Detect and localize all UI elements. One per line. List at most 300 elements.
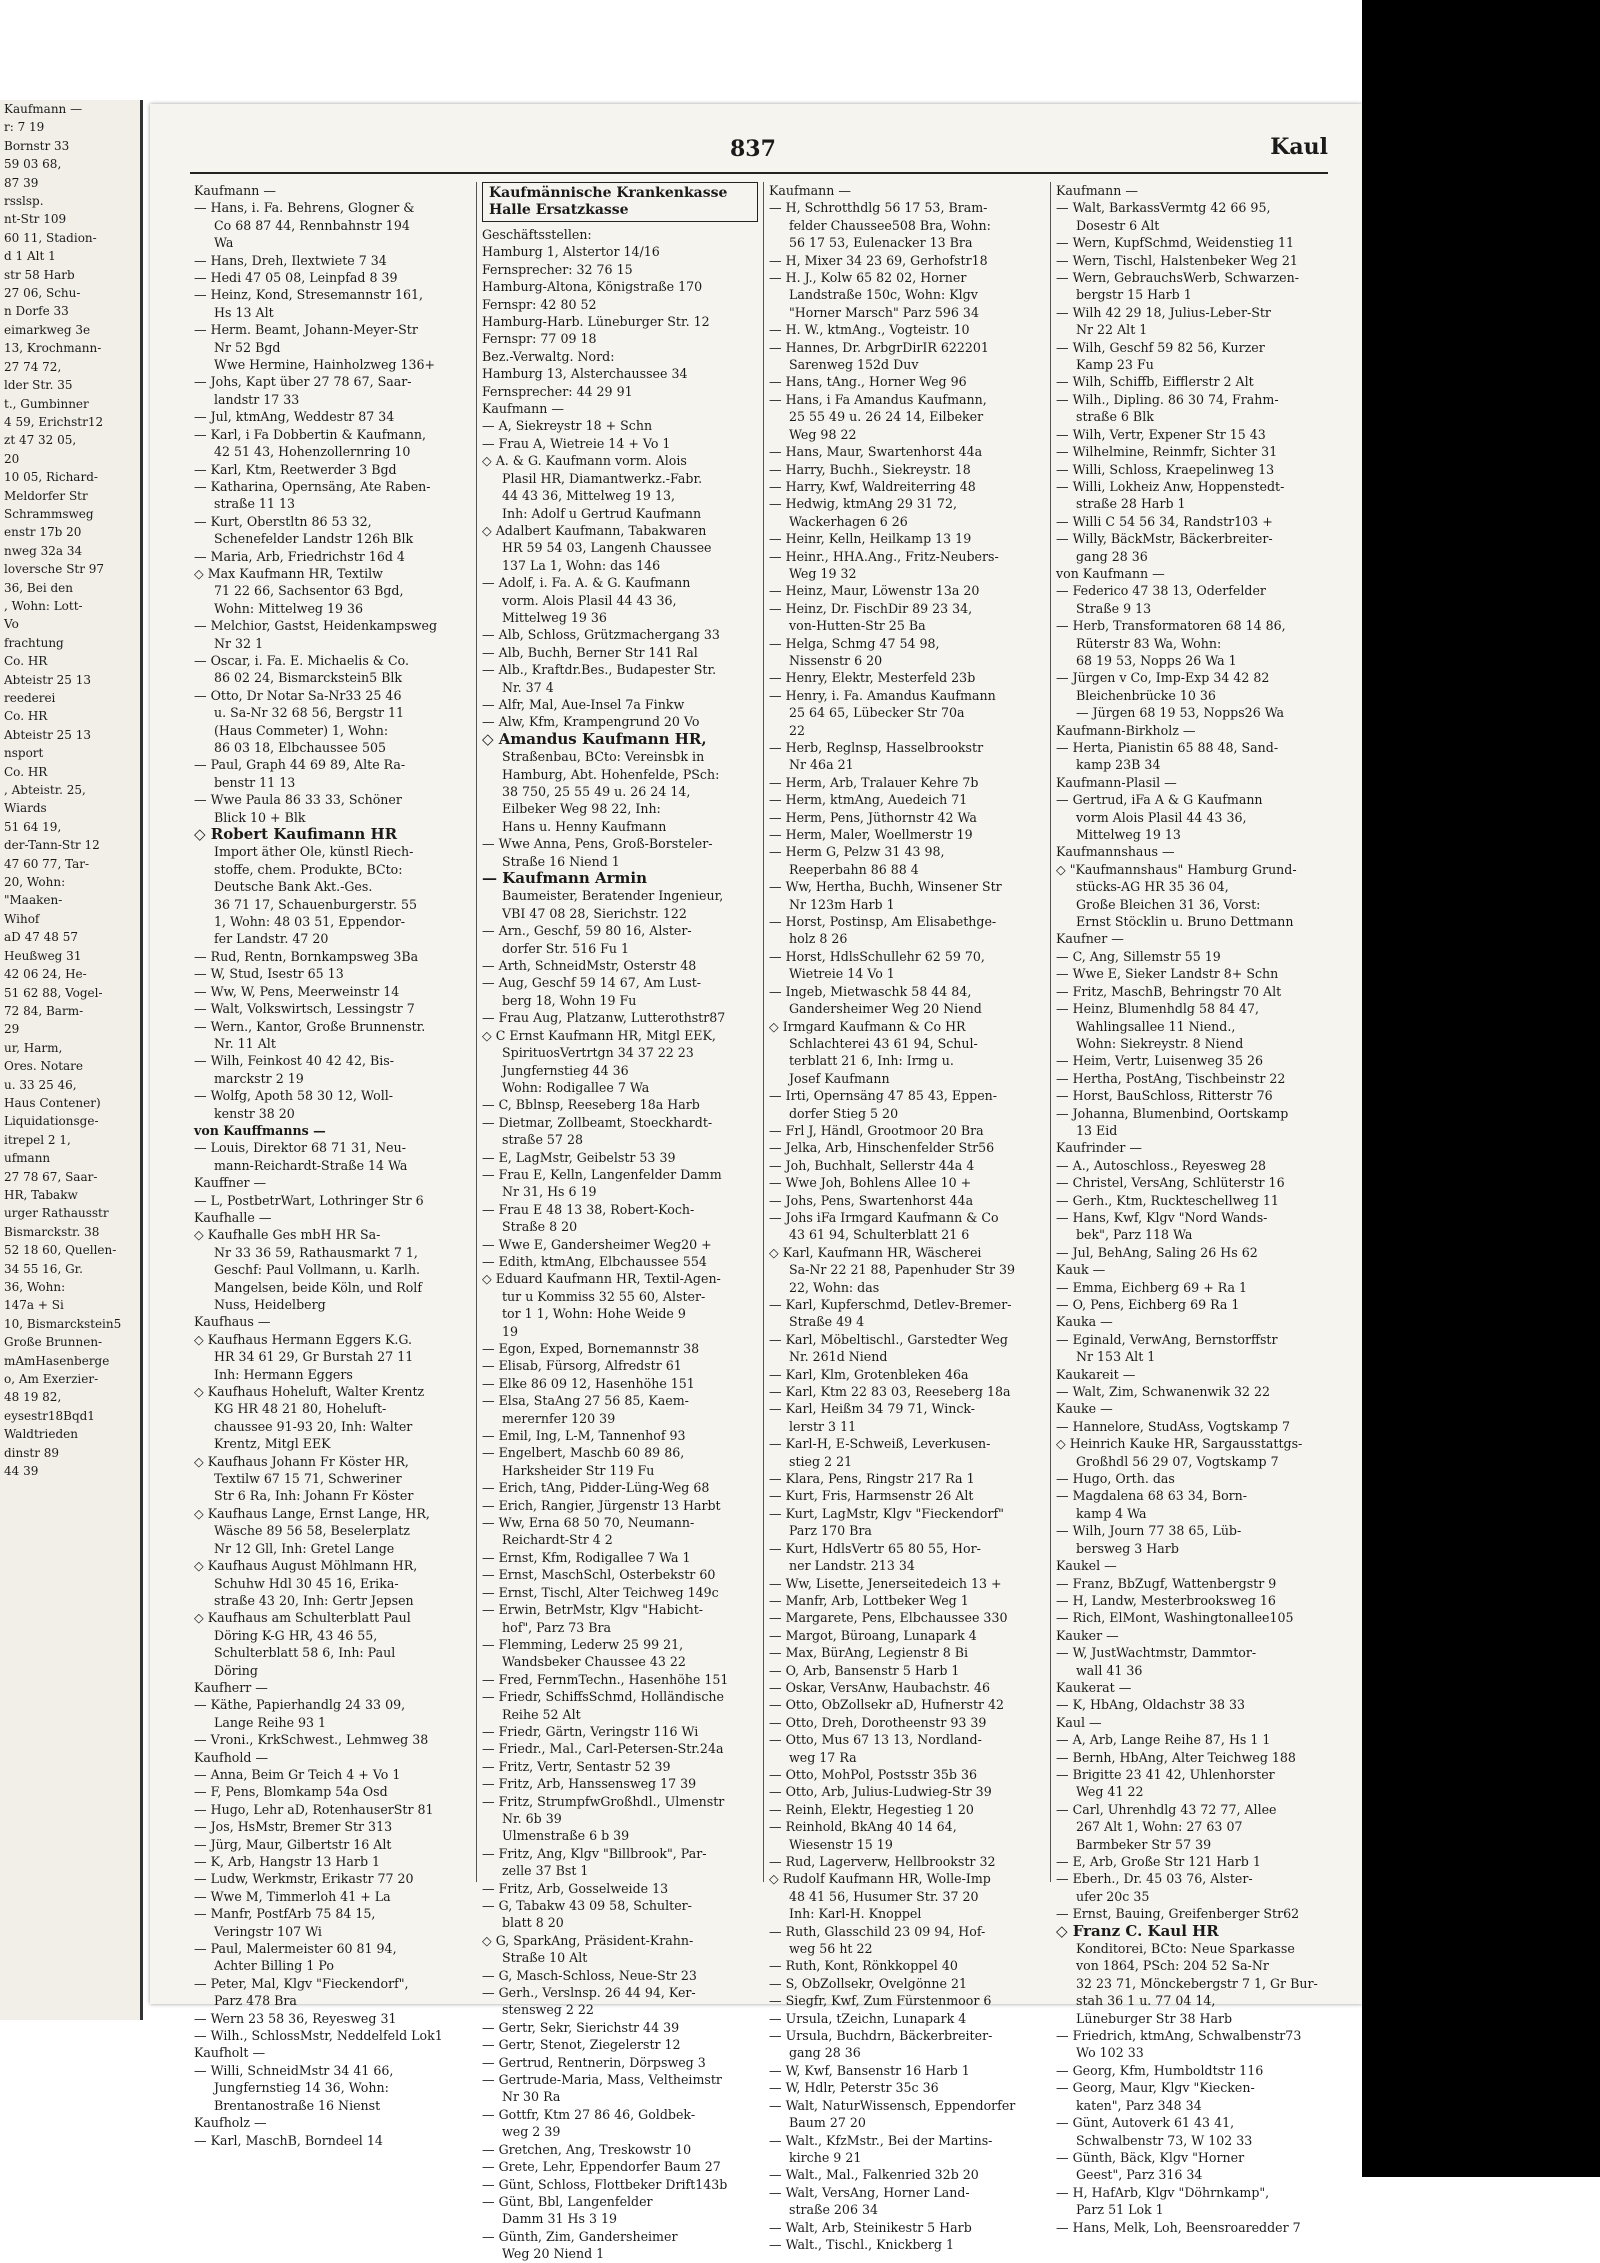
directory-entry-line: — Wwe Joh, Bohlens Allee 10 + (769, 1175, 972, 1191)
directory-entry-line: Achter Billing 1 Po (214, 1958, 334, 1974)
left-page-line: Co. HR (4, 709, 48, 724)
directory-entry-line: — Edith, ktmAng, Elbchaussee 554 (482, 1253, 707, 1269)
directory-entry-line: — Gertrud, Rentnerin, Dörpsweg 3 (482, 2054, 706, 2070)
directory-entry-line: — Oscar, i. Fa. E. Michaelis & Co. (194, 652, 410, 668)
directory-entry-line: von 1864, PSch: 204 52 Sa-Nr (1076, 1958, 1269, 1974)
directory-entry-line: — Wwe E, Sieker Landstr 8+ Schn (1056, 966, 1279, 982)
directory-entry-line: Fernsprecher: 32 76 15 (482, 261, 633, 277)
directory-entry-line: — Heinz, Kond, Stresemannstr 161, (194, 287, 423, 303)
directory-entry-line: Parz 478 Bra (214, 1993, 297, 2009)
left-page-line: loversche Str 97 (4, 562, 105, 577)
left-page-line: ur, Harm, (4, 1040, 63, 1055)
directory-entry-line: ◇ Kaufhaus Hermann Eggers K.G. (194, 1331, 412, 1347)
directory-entry-line: — Siegfr, Kwf, Zum Fürstenmoor 6 (769, 1993, 992, 2009)
directory-entry-line: Inh: Hermann Eggers (214, 1366, 353, 1382)
directory-entry-line: weg 2 39 (502, 2124, 561, 2140)
column-4 (1056, 182, 1332, 2235)
directory-entry-line: Parz 170 Bra (789, 1523, 872, 1539)
directory-entry-line: — Magdalena 68 63 34, Born- (1056, 1488, 1248, 1504)
directory-entry-line: — Henry, i. Fa. Amandus Kaufmann (769, 687, 996, 703)
directory-entry-line: — Karl-H, E-Schweiß, Leverkusen- (769, 1436, 991, 1452)
left-page-fragment (0, 100, 143, 2020)
directory-entry-line: Parz 51 Lok 1 (1076, 2202, 1164, 2218)
directory-entry-line: — Herm, Arb, Tralauer Kehre 7b (769, 774, 979, 790)
directory-entry-line: — Wwe Paula 86 33 33, Schöner (194, 792, 402, 808)
directory-entry-line: — Flemming, Lederw 25 99 21, (482, 1636, 684, 1652)
left-page-line: urger Rathausstr (4, 1206, 109, 1221)
directory-entry-line: (Haus Commeter) 1, Wohn: (214, 722, 389, 738)
directory-entry-line: Kamp 23 Fu (1076, 357, 1154, 373)
directory-entry-line: Wohn: Mittelweg 19 36 (214, 600, 364, 616)
directory-entry-line: Nr. 37 4 (502, 679, 554, 695)
directory-entry-line: — Hannelore, StudAss, Vogtskamp 7 (1056, 1418, 1291, 1434)
directory-entry-line: — Bernh, HbAng, Alter Teichweg 188 (1056, 1749, 1296, 1765)
directory-entry-line: — E, Arb, Große Str 121 Harb 1 (1056, 1854, 1261, 1869)
directory-entry-line: — Otto, Dreh, Dorotheenstr 93 39 (769, 1714, 987, 1730)
directory-entry-line: Nr. 6b 39 (502, 1810, 562, 1826)
directory-entry-line: ◇ Adalbert Kaufmann, Tabakwaren (482, 522, 707, 538)
directory-entry-line: Kaufmann-Birkholz — (1056, 722, 1196, 738)
directory-entry-line: Kauk — (1056, 1262, 1106, 1278)
directory-entry-line: — Wilh, Vertr, Expener Str 15 43 (1056, 426, 1266, 442)
directory-entry-line: Kauke — (1056, 1401, 1113, 1417)
left-page-line: Wiards (4, 801, 47, 816)
left-page-line: Heußweg 31 (4, 948, 82, 963)
directory-entry-line: — Wern, KupfSchmd, Weidenstieg 11 (1056, 235, 1294, 251)
directory-entry-line: Hamburg-Harb. Lüneburger Str. 12 (482, 314, 710, 330)
directory-entry-line: Krentz, Mitgl EEK (214, 1436, 331, 1452)
directory-entry-line: Kaufmann — (1056, 183, 1138, 198)
directory-entry-line: Hamburg 1, Alstertor 14/16 (482, 244, 660, 260)
directory-entry-line: Kauka — (1056, 1314, 1113, 1330)
directory-entry-line: Nr 33 36 59, Rathausmarkt 7 1, (214, 1244, 418, 1260)
directory-entry-line: — Alfr, Mal, Aue-Insel 7a Finkw (482, 696, 685, 712)
directory-entry-line: stoffe, chem. Produkte, BCto: (214, 861, 403, 877)
directory-entry-line: — H, HafArb, Klgv "Döhrnkamp", (1056, 2184, 1270, 2200)
directory-entry-line: — Max, BürAng, Legienstr 8 Bi (769, 1645, 969, 1661)
directory-entry-line: — Ww, Hertha, Buchh, Winsener Str (769, 879, 1002, 895)
directory-entry-line: — Wern, GebrauchsWerb, Schwarzen- (1056, 270, 1299, 286)
directory-entry-line: — Gertrude-Maria, Mass, Veltheimstr (482, 2072, 722, 2088)
directory-entry-line: — Karl, Möbeltischl., Garstedter Weg (769, 1331, 1008, 1347)
directory-entry-line: 1, Wohn: 48 03 51, Eppendor- (214, 914, 406, 930)
directory-entry-line: — Horst, BauSchloss, Ritterstr 76 (1056, 1088, 1273, 1104)
directory-entry-line: Sarenweg 152d Duv (789, 357, 919, 373)
left-page-line: 59 03 68, (4, 157, 62, 172)
directory-entry-line: — Hugo, Lehr aD, RotenhauserStr 81 (194, 1801, 434, 1817)
directory-entry-line: — Hertha, PostAng, Tischbeinstr 22 (1056, 1070, 1286, 1086)
directory-entry-line: — Brigitte 23 41 42, Uhlenhorster (1056, 1766, 1275, 1782)
directory-entry-line: — Hedwig, ktmAng 29 31 72, (769, 496, 957, 512)
directory-entry-line: — Manfr, Arb, Lottbeker Weg 1 (769, 1592, 969, 1608)
directory-entry-line: Barmbeker Str 57 39 (1076, 1836, 1212, 1852)
directory-entry-line: — Wilh, Journ 77 38 65, Lüb- (1056, 1523, 1242, 1539)
directory-entry-line: — Reinh, Elektr, Hegestieg 1 20 (769, 1801, 974, 1817)
directory-entry-line: Nr 52 Bgd (214, 339, 281, 355)
directory-entry-line: ◇ Irmgard Kaufmann & Co HR (769, 1018, 966, 1034)
left-page-line: 147a + Si (4, 1298, 64, 1313)
directory-entry-line: — Walt, Arb, Steinikestr 5 Harb (769, 2219, 972, 2235)
directory-entry-line: kamp 23B 34 (1076, 757, 1161, 773)
directory-entry-line: — Gertr, Stenot, Ziegelerstr 12 (482, 2037, 681, 2053)
top-margin (0, 0, 1600, 70)
directory-entry-line: — Heinr, Kelln, Heilkamp 13 19 (769, 531, 972, 547)
left-page-line: Abteistr 25 13 (4, 727, 91, 742)
left-page-line: t., Gumbinner (4, 396, 89, 411)
directory-entry-line: ◇ Max Kaufmann HR, Textilw (194, 565, 383, 581)
left-page-line: Ores. Notare (4, 1059, 84, 1074)
directory-entry-line: — Hans, Maur, Swartenhorst 44a (769, 444, 983, 460)
directory-entry-line: — F, Pens, Blomkamp 54a Osd (194, 1784, 388, 1800)
directory-entry-line: KG HR 48 21 80, Hoheluft- (214, 1401, 387, 1417)
directory-entry-line: kamp 4 Wa (1076, 1505, 1147, 1521)
directory-entry-line: — Günt, Bbl, Langenfelder (482, 2193, 653, 2209)
left-page-line: eysestr18Bqd1 (4, 1408, 95, 1423)
directory-entry-line: chaussee 91-93 20, Inh: Walter (214, 1418, 413, 1434)
directory-entry-line: — Manfr, PostfArb 75 84 15, (194, 1906, 376, 1922)
directory-entry-line: — A, Arb, Lange Reihe 87, Hs 1 1 (1056, 1732, 1271, 1748)
directory-entry-line: — Elke 86 09 12, Hasenhöhe 151 (482, 1375, 695, 1391)
directory-entry-line: — Kurt, LagMstr, Klgv "Fieckendorf" (769, 1505, 1004, 1521)
directory-entry-line: — Wern, Tischl, Halstenbeker Weg 21 (1056, 252, 1298, 268)
directory-entry-line: — Gretchen, Ang, Treskowstr 10 (482, 2141, 692, 2157)
directory-entry-line: Nr 123m Harb 1 (789, 896, 895, 912)
directory-entry-line: — Joh, Buchhalt, Sellerstr 44a 4 (769, 1157, 975, 1173)
left-page-line: , Wohn: Lott- (4, 598, 83, 613)
directory-entry-line: — Gottfr, Ktm 27 86 46, Goldbek- (482, 2106, 696, 2122)
left-page-line: d 1 Alt 1 (4, 249, 56, 264)
left-page-line: r: 7 19 (4, 120, 45, 135)
directory-entry-line: Schulterblatt 58 6, Inh: Paul (214, 1645, 396, 1661)
directory-entry-line: ◇ Kaufhaus am Schulterblatt Paul (194, 1610, 411, 1626)
directory-entry-line: — C, Bblnsp, Reeseberg 18a Harb (482, 1097, 700, 1113)
directory-entry-line: Straße 49 4 (789, 1314, 865, 1330)
directory-entry-line: — Günt, Schloss, Flottbeker Drift143b (482, 2176, 728, 2192)
directory-entry-line: — Christel, VersAng, Schlüterstr 16 (1056, 1175, 1285, 1191)
left-page-line: Kaufmann — (4, 102, 83, 116)
directory-entry-line: — Margarete, Pens, Elbchaussee 330 (769, 1610, 1008, 1626)
directory-entry-line: Inh: Adolf u Gertrud Kaufmann (502, 505, 702, 521)
left-page-line: aD 47 48 57 (4, 930, 79, 945)
directory-entry-line: — Karl, MaschB, Borndeel 14 (194, 2132, 383, 2148)
directory-entry-line: — Willi, Lokheiz Anw, Hoppenstedt- (1056, 478, 1285, 494)
directory-entry-line: Kaukareit — (1056, 1366, 1136, 1382)
left-page-line: nweg 32a 34 (4, 543, 83, 558)
running-head: Kaul (1270, 134, 1328, 160)
directory-entry-line: hof", Parz 73 Bra (502, 1619, 612, 1635)
directory-entry-line: zelle 37 Bst 1 (502, 1863, 589, 1879)
directory-entry-line: — Ernst, Bauing, Greifenberger Str62 (1056, 1906, 1300, 1922)
directory-entry-line: — Kurt, HdlsVertr 65 80 55, Hor- (769, 1540, 981, 1556)
directory-entry-line: — Eberh., Dr. 45 03 76, Alster- (1056, 1871, 1253, 1887)
directory-entry-line: — Walt, NaturWissensch, Eppendorfer (769, 2097, 1016, 2113)
directory-entry-line: — Jürgen v Co, Imp-Exp 34 42 82 (1056, 670, 1270, 686)
directory-entry-line: merernfer 120 39 (502, 1410, 616, 1426)
directory-entry-line: Kaufholz — (194, 2115, 267, 2131)
directory-entry-line: Reichardt-Str 4 2 (502, 1532, 613, 1548)
directory-entry-line: — Kaufmann Armin (482, 869, 647, 888)
directory-entry-line: — Herb, Reglnsp, Hasselbrookstr (769, 740, 984, 755)
left-page-line: 72 84, Barm- (4, 1003, 84, 1018)
directory-entry-line: Bez.-Verwaltg. Nord: (482, 348, 615, 364)
directory-entry-line: — Hans, i Fa Amandus Kaufmann, (769, 391, 987, 407)
directory-entry-line: von-Hutten-Str 25 Ba (789, 618, 926, 634)
directory-entry-line: — Erwin, BetrMstr, Klgv "Habicht- (482, 1602, 704, 1618)
left-page-line: mAmHasenberge (4, 1353, 110, 1368)
directory-entry-line: Kaul — (1056, 1714, 1102, 1730)
directory-entry-line: Weg 19 32 (789, 565, 857, 581)
left-page-line: Schrammsweg (4, 506, 94, 521)
directory-entry-line: marckstr 2 19 (214, 1070, 304, 1086)
directory-entry-line: — Jürgen 68 19 53, Nopps26 Wa (1076, 705, 1285, 721)
directory-entry-line: Schenefelder Landstr 126h Blk (214, 531, 414, 547)
directory-entry-line: — Walt, VersAng, Horner Land- (769, 2184, 970, 2200)
directory-entry-line: — Alb, Buchh, Berner Str 141 Ral (482, 644, 698, 660)
directory-entry-line: u. Sa-Nr 32 68 56, Bergstr 11 (214, 705, 405, 721)
directory-entry-line: Kaufner — (1056, 931, 1124, 947)
directory-entry-line: — Ursula, Buchdrn, Bäckerbreiter- (769, 2028, 993, 2044)
directory-entry-line: tur u Kommiss 32 55 60, Alster- (502, 1288, 706, 1304)
directory-entry-line: straße 57 28 (502, 1132, 583, 1148)
directory-entry-line: — Willi, Schloss, Kraepelinweg 13 (1056, 461, 1275, 477)
directory-entry-line: — Ww, Erna 68 50 70, Neumann- (482, 1515, 695, 1531)
left-page-line: Haus Contener) (4, 1095, 101, 1110)
directory-entry-line: Hans u. Henny Kaufmann (502, 818, 667, 834)
directory-entry-line: Mangelsen, beide Köln, und Rolf (214, 1279, 422, 1295)
directory-entry-line: Hamburg, Abt. Hohenfelde, PSch: (502, 766, 720, 782)
directory-entry-line: gang 28 36 (1076, 548, 1148, 564)
directory-entry-line: Harksheider Str 119 Fu (502, 1462, 655, 1478)
directory-entry-line: — Käthe, Papierhandlg 24 33 09, (194, 1697, 406, 1713)
directory-entry-line: — Friedrich, ktmAng, Schwalbenstr73 (1056, 2028, 1302, 2044)
directory-entry-line: ufer 20c 35 (1076, 1888, 1150, 1904)
left-page-line: nsport (4, 746, 44, 761)
directory-entry-line: Brentanostraße 16 Nienst (214, 2097, 381, 2113)
directory-entry-line: — Hans, Kwf, Klgv "Nord Wands- (1056, 1209, 1268, 1225)
directory-entry-line: ◇ Kaufhalle Ges mbH HR Sa- (194, 1227, 381, 1243)
column-divider (1050, 182, 1051, 1882)
left-page-line: der-Tann-Str 12 (4, 838, 100, 853)
directory-entry-line: — Johs, Pens, Swartenhorst 44a (769, 1192, 974, 1208)
directory-entry-line: Wietreie 14 Vo 1 (789, 966, 895, 982)
left-page-line: n Dorfe 33 (4, 304, 69, 319)
directory-entry-line: weg 56 ht 22 (789, 1941, 873, 1957)
directory-entry-line: Kaufrinder — (1056, 1140, 1142, 1156)
directory-entry-line: Fernspr: 77 09 18 (482, 331, 597, 347)
directory-entry-line: Reeperbahn 86 88 4 (789, 861, 919, 877)
directory-entry-line: landstr 17 33 (214, 391, 300, 407)
directory-entry-line: Jungfernstieg 44 36 (502, 1062, 629, 1078)
directory-entry-line: — Rich, ElMont, Washingtonallee105 (1056, 1610, 1294, 1626)
directory-entry-line: Geschf: Paul Vollmann, u. Karlh. (214, 1262, 421, 1278)
left-page-line: zt 47 32 05, (4, 433, 77, 448)
directory-entry-line: — Walt, Volkswirtsch, Lessingstr 7 (194, 1001, 415, 1017)
directory-entry-line: Wäsche 89 56 58, Beselerplatz (214, 1523, 410, 1539)
directory-entry-line: — Ernst, Kfm, Rodigallee 7 Wa 1 (482, 1549, 691, 1565)
directory-entry-line: — Ernst, MaschSchl, Osterbekstr 60 (482, 1567, 716, 1583)
directory-entry-line: — Horst, HdlsSchullehr 62 59 70, (769, 948, 985, 964)
left-page-line: 13, Krochmann- (4, 341, 102, 356)
directory-entry-line: — Peter, Mal, Klgv "Fieckendorf", (194, 1975, 409, 1991)
directory-entry-line: — W, JustWachtmstr, Dammtor- (1056, 1645, 1257, 1661)
directory-entry-line: — A, Siekreystr 18 + Schn (482, 418, 653, 434)
directory-entry-line: stah 36 1 u. 77 04 14, (1076, 1993, 1216, 2009)
directory-entry-line: 43 61 94, Schulterblatt 21 6 (789, 1227, 970, 1243)
directory-entry-line: 25 64 65, Lübecker Str 70a (789, 705, 965, 721)
directory-entry-line: — Grete, Lehr, Eppendorfer Baum 27 (482, 2159, 721, 2175)
left-page-line: Waldtrieden (4, 1427, 78, 1442)
left-page-line: HR, Tabakw (4, 1187, 78, 1202)
directory-entry-line: vorm Alois Plasil 44 43 36, (1076, 809, 1247, 825)
directory-entry-line: 38 750, 25 55 49 u. 26 24 14, (502, 784, 691, 799)
scan-background (1362, 0, 1600, 2177)
directory-entry-line: — Wilh, Feinkost 40 42 42, Bis- (194, 1053, 394, 1069)
directory-entry-line: Große Bleichen 31 36, Vorst: (1076, 896, 1261, 912)
directory-entry-line: Damm 31 Hs 3 19 (502, 2211, 618, 2227)
directory-entry-line: Hamburg 13, Alsterchaussee 34 (482, 366, 688, 382)
directory-entry-line: — Anna, Beim Gr Teich 4 + Vo 1 (194, 1766, 401, 1782)
directory-entry-line: — Wilh., Dipling. 86 30 74, Frahm- (1056, 391, 1279, 407)
directory-entry-line: — Friedr, Gärtn, Veringstr 116 Wi (482, 1723, 699, 1739)
directory-entry-line: — Oskar, VersAnw, Haubachstr. 46 (769, 1679, 991, 1695)
directory-entry-line: — H, Landw, Mesterbrooksweg 16 (1056, 1592, 1276, 1608)
directory-entry-line: 71 22 66, Sachsentor 63 Bgd, (214, 583, 404, 599)
left-page-line: 42 06 24, He- (4, 967, 87, 982)
directory-entry-line: — Herm, Maler, Woellmerstr 19 (769, 827, 973, 843)
directory-entry-line: — Melchior, Gastst, Heidenkampsweg (194, 618, 438, 634)
directory-entry-line: Nr 30 Ra (502, 2089, 561, 2105)
directory-entry-line: — Georg, Kfm, Humboldtstr 116 (1056, 2062, 1264, 2078)
directory-entry-line: Wa (214, 235, 234, 251)
directory-entry-line: wall 41 36 (1076, 1662, 1143, 1678)
directory-entry-line: — Jul, ktmAng, Weddestr 87 34 (194, 409, 395, 425)
left-page-line: 34 55 16, Gr. (4, 1261, 83, 1276)
page-number: 837 (730, 136, 776, 162)
left-page-line: 4 59, Erichstr12 (4, 414, 104, 429)
directory-entry-line: — Otto, Arb, Julius-Ludwieg-Str 39 (769, 1784, 992, 1800)
directory-entry-line: Ulmenstraße 6 b 39 (502, 1828, 630, 1844)
directory-entry-line: Kaufholt — (194, 2045, 266, 2061)
directory-entry-line: dorfer Stieg 5 20 (789, 1105, 899, 1121)
directory-entry-line: straße 43 20, Inh: Gertr Jepsen (214, 1592, 414, 1608)
directory-entry-line: — H. J., Kolw 65 82 02, Horner (769, 270, 967, 286)
directory-entry-line: — Horst, Postinsp, Am Elisabethge- (769, 914, 997, 930)
left-page-line: Bismarckstr. 38 (4, 1224, 100, 1239)
directory-entry-line: — Otto, Mus 67 13 13, Nordland- (769, 1732, 982, 1748)
left-page-line: 36, Bei den (4, 580, 73, 595)
directory-entry-line: Döring (214, 1662, 258, 1678)
column-1 (194, 182, 470, 2148)
directory-entry-line: — Paul, Malermeister 60 81 94, (194, 1941, 397, 1957)
directory-entry-line: — Kurt, Oberstltn 86 53 32, (194, 513, 372, 529)
directory-entry-line: — K, Arb, Hangstr 13 Harb 1 (194, 1854, 381, 1869)
directory-entry-line: HR 34 61 29, Gr Burstah 27 11 (214, 1349, 414, 1365)
directory-entry-line: — Günth, Bäck, Klgv "Horner (1056, 2149, 1245, 2165)
left-page-line: 44 39 (4, 1464, 39, 1479)
directory-entry-line: Wiesenstr 15 19 (789, 1836, 893, 1852)
directory-entry-line: — Erich, Rangier, Jürgenstr 13 Harbt (482, 1497, 721, 1513)
directory-entry-line: Kauffner — (194, 1175, 267, 1191)
left-page-line: 36, Wohn: (4, 1280, 66, 1294)
directory-entry-line: — Emma, Eichberg 69 + Ra 1 (1056, 1279, 1248, 1295)
directory-entry-line: Import äther Ole, künstl Riech- (214, 844, 414, 860)
left-page-line: itrepel 2 1, (4, 1132, 71, 1147)
directory-entry-line: — Ruth, Glasschild 23 09 94, Hof- (769, 1923, 986, 1939)
directory-entry-line: — Ernst, Tischl, Alter Teichweg 149c (482, 1584, 719, 1600)
directory-entry-line: — Hans, i. Fa. Behrens, Glogner & (194, 200, 415, 216)
directory-entry-line: — Hans, Melk, Loh, Beensroaredder 7 (1056, 2219, 1301, 2235)
directory-entry-line: — Alb., Kraftdr.Bes., Budapester Str. (482, 662, 717, 678)
directory-entry-line: Kaufmann — (769, 183, 851, 198)
directory-entry-line: fer Landstr. 47 20 (214, 931, 329, 947)
left-page-line: Vo (4, 617, 19, 632)
directory-entry-line: SpirituosVertrtgn 34 37 22 23 (502, 1045, 694, 1061)
directory-entry-line: — Elsa, StaAng 27 56 85, Kaem- (482, 1393, 689, 1409)
directory-entry-line: stücks-AG HR 35 36 04, (1076, 879, 1229, 895)
directory-entry-line: lerstr 3 11 (789, 1418, 857, 1434)
directory-entry-line: — Otto, ObZollsekr aD, Hufnerstr 42 (769, 1697, 1005, 1713)
directory-entry-line: 68 19 53, Nopps 26 Wa 1 (1076, 652, 1237, 668)
directory-entry-line: — Erich, tAng, Pidder-Lüng-Weg 68 (482, 1480, 710, 1496)
directory-entry-line: Nuss, Heidelberg (214, 1297, 326, 1312)
directory-entry-line: Nr 31, Hs 6 19 (502, 1184, 597, 1200)
directory-entry-line: — Heinz, Maur, Löwenstr 13a 20 (769, 583, 980, 599)
directory-entry-line: — Herm, Pens, Jüthornstr 42 Wa (769, 809, 977, 825)
directory-entry-line: Straße 9 13 (1076, 600, 1152, 616)
directory-entry-line: Nr 46a 21 (789, 757, 854, 773)
directory-entry-line: Kaukerat — (1056, 1679, 1132, 1695)
directory-page (150, 104, 1362, 2262)
boxed-heading-line: Halle Ersatzkasse (489, 202, 629, 218)
directory-entry-line: — A., Autoschloss., Reyesweg 28 (1056, 1157, 1267, 1173)
directory-entry-line: — Karl, Klm, Grotenbleken 46a (769, 1366, 969, 1382)
directory-entry-line: — Johs iFa Irmgard Kaufmann & Co (769, 1209, 999, 1225)
directory-entry-line: — Carl, Uhrenhdlg 43 72 77, Allee (1056, 1801, 1277, 1817)
directory-entry-line: straße 206 34 (789, 2202, 878, 2218)
directory-entry-line: — W, Kwf, Bansenstr 16 Harb 1 (769, 2062, 970, 2078)
directory-entry-line: straße 11 13 (214, 496, 295, 512)
left-page-line: 47 60 77, Tar- (4, 856, 90, 871)
directory-entry-line: 13 Eid (1076, 1122, 1118, 1138)
directory-entry-line: gang 28 36 (789, 2045, 861, 2061)
directory-entry-line: Textilw 67 15 71, Schweriner (214, 1471, 402, 1487)
directory-entry-line: ◇ Heinrich Kauke HR, Sargausstattgs- (1056, 1436, 1303, 1452)
header-rule (190, 172, 1328, 174)
directory-entry-line: Blick 10 + Blk (214, 809, 306, 825)
directory-entry-line: VBI 47 08 28, Sierichstr. 122 (502, 905, 687, 921)
left-page-line: 52 18 60, Quellen- (4, 1243, 117, 1258)
directory-entry-line: — Harry, Buchh., Siekreystr. 18 (769, 461, 971, 477)
directory-entry-line: ◇ Rudolf Kaufmann HR, Wolle-Imp (769, 1871, 991, 1887)
directory-entry-line: Weg 98 22 (789, 426, 857, 442)
directory-entry-line: Nr. 261d Niend (789, 1349, 888, 1365)
left-page-line: 48 19 82, (4, 1390, 62, 1405)
directory-entry-line: Nr 153 Alt 1 (1076, 1349, 1156, 1365)
directory-entry-line: — Otto, Dr Notar Sa-Nr33 25 46 (194, 687, 402, 703)
left-page-line: eimarkweg 3e (4, 322, 91, 337)
directory-entry-line: — Fritz, Arb, Hanssensweg 17 39 (482, 1776, 697, 1792)
directory-entry-line: Fernsprecher: 44 29 91 (482, 383, 633, 399)
directory-entry-line: Jungfernstieg 14 36, Wohn: (214, 2080, 389, 2096)
directory-entry-line: — Katharina, Opernsäng, Ate Raben- (194, 478, 431, 494)
directory-entry-line: — Ruth, Kont, Rönkkoppel 40 (769, 1958, 958, 1974)
directory-entry-line: kenstr 38 20 (214, 1105, 295, 1121)
directory-entry-line: Kaufmann-Plasil — (1056, 774, 1177, 790)
left-page-line: dinstr 89 (4, 1445, 60, 1460)
directory-entry-line: Baum 27 20 (789, 2115, 866, 2131)
directory-entry-line: 25 55 49 u. 26 24 14, Eilbeker (789, 409, 984, 425)
directory-entry-line: HR 59 54 03, Langenh Chaussee (502, 540, 712, 556)
